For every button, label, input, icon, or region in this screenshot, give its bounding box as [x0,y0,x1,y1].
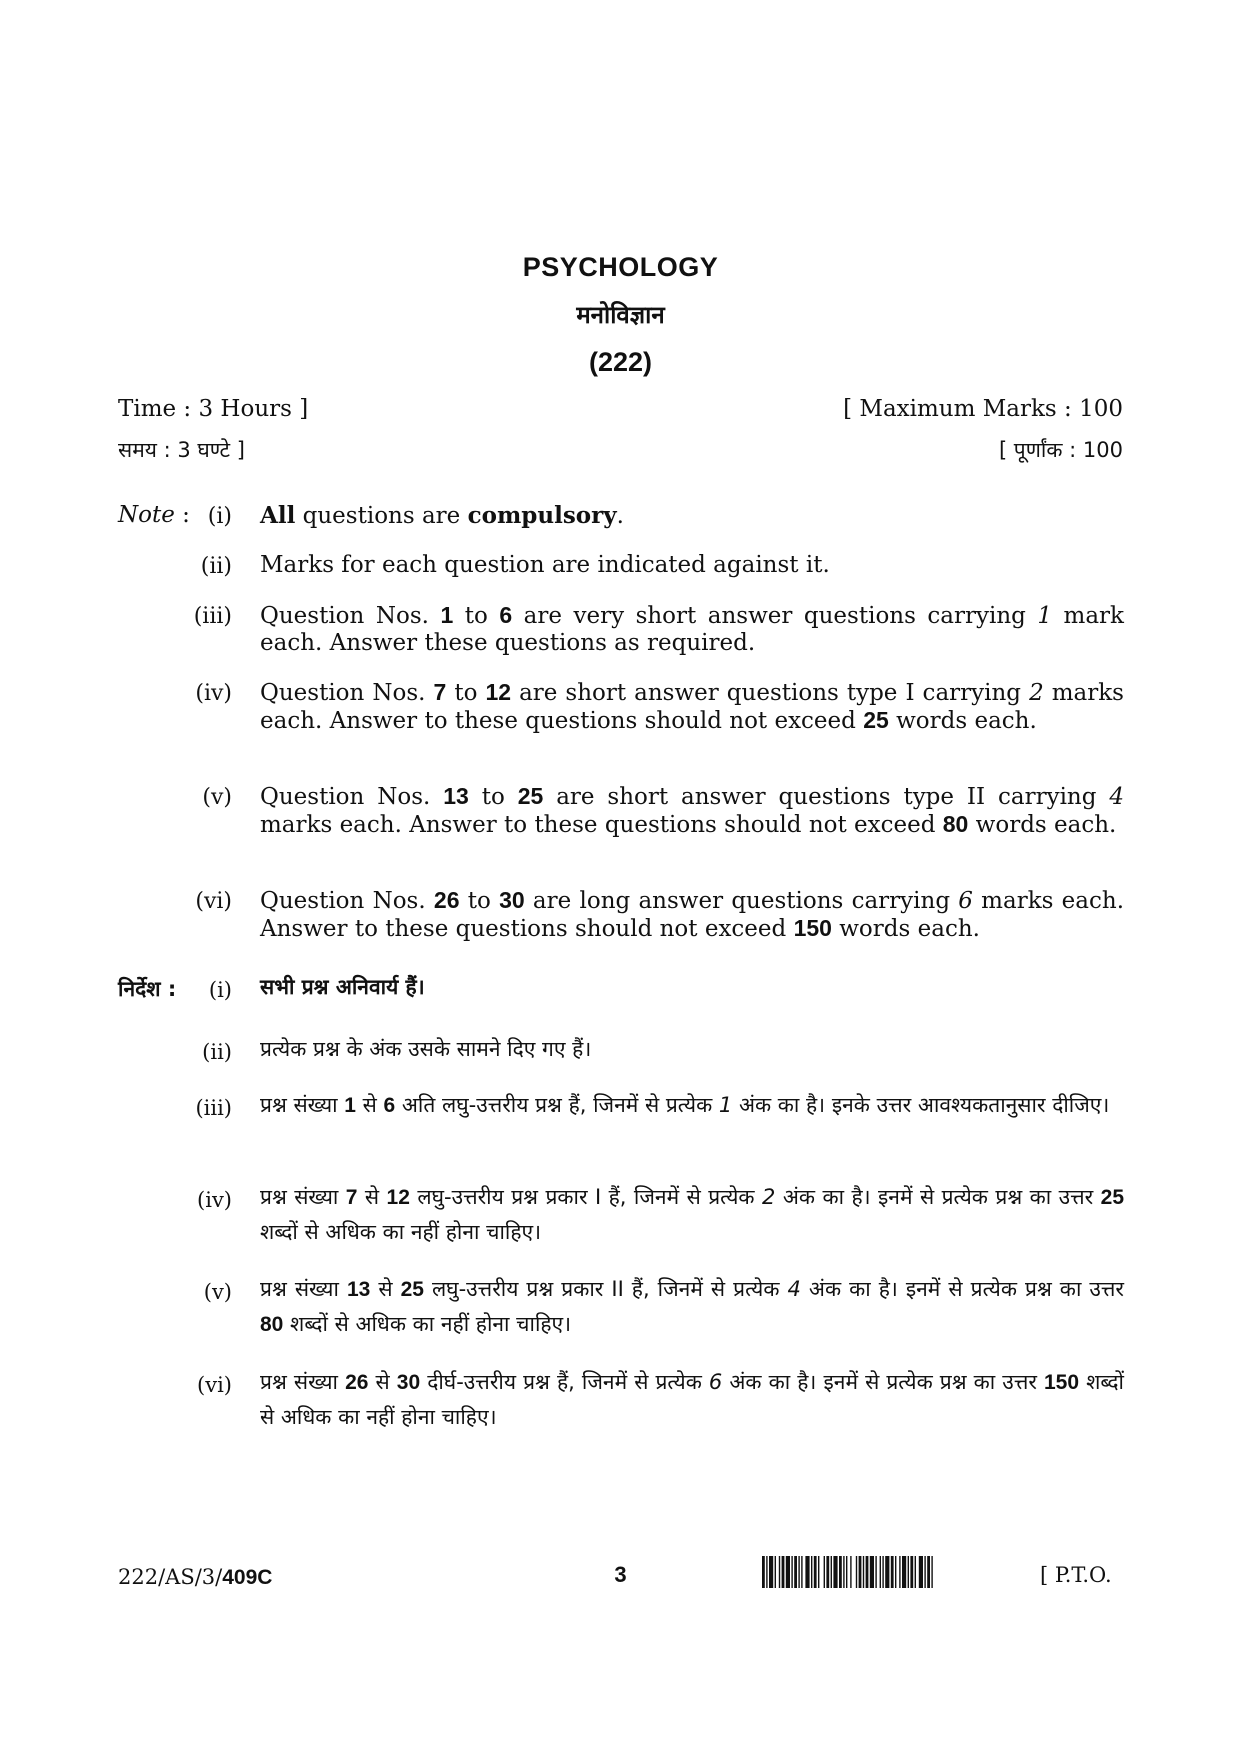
max-marks-english: [ Maximum Marks : 100 [843,396,1123,422]
note-label-text: Note [118,502,175,528]
note-hi-number-5: (v) [203,1280,232,1304]
barcode-bar [791,1556,792,1588]
barcode-bar [779,1556,780,1588]
barcode-icon [762,1556,1024,1588]
barcode-bar [826,1556,829,1588]
barcode-bar [931,1556,932,1588]
note-hi-number-1: (i) [208,978,232,1002]
barcode-bar [766,1556,767,1588]
note-hi-item-1: सभी प्रश्न अनिवार्य हैं। [260,975,425,999]
barcode-bar [794,1556,797,1588]
barcode-bar [895,1556,896,1588]
barcode-bar [885,1556,889,1588]
hindi-note-label: निर्देश : [118,977,177,1001]
barcode-bar [839,1556,842,1588]
barcode-bar [880,1556,881,1588]
barcode-bar [775,1556,776,1588]
note-en-item-3: Question Nos. 1 to 6 are very short answer questions carrying 1 mark each. Answer these questions as required. [260,602,1124,656]
barcode-bar [856,1556,857,1588]
time-hindi: समय : 3 घण्टे ] [118,438,246,462]
barcode-bar [831,1556,832,1588]
subject-title-english: PSYCHOLOGY [522,252,719,282]
barcode-bar [927,1556,930,1588]
note-hi-number-3: (iii) [195,1096,232,1120]
barcode-bar [919,1556,923,1588]
note-hi-item-3: प्रश्न संख्या 1 से 6 अति लघु-उत्तरीय प्रश्न हैं, जिनमें से प्रत्येक 1 अंक का है। इनके उत्तर आवश्यकतानुसार दीजिए। [260,1093,1110,1117]
note-en-number-4: (iv) [195,681,232,706]
barcode-bar [805,1556,809,1588]
barcode-bar [801,1556,802,1588]
barcode-bar [866,1556,869,1588]
note-en-item-4: Question Nos. 7 to 12 are short answer questions type I carrying 2 marks each. Answer to these questions should not exceed 25 words each. [260,679,1124,734]
page-number: 3 [614,1562,627,1587]
note-hi-item-2: प्रत्येक प्रश्न के अंक उसके सामने दिए गए हैं। [260,1037,592,1061]
note-hi-number-4: (iv) [197,1188,232,1212]
barcode-bar [850,1556,851,1588]
note-en-number-1: (i) [207,504,232,529]
barcode-bar [882,1556,883,1588]
barcode-bar [762,1556,765,1588]
barcode-bar [870,1556,874,1588]
barcode-bar [924,1556,925,1588]
barcode-bar [818,1556,819,1588]
barcode-bar [863,1556,864,1588]
subject-title-hindi: मनोविज्ञान [576,301,665,329]
barcode-bar [786,1556,790,1588]
barcode-bar [908,1556,909,1588]
barcode-bar [915,1556,916,1588]
note-en-number-2: (ii) [200,554,232,579]
note-hi-number-2: (ii) [202,1040,232,1064]
time-english: Time : 3 Hours ] [118,396,309,422]
barcode-bar [814,1556,817,1588]
barcode-bar [846,1556,847,1588]
barcode-bar [891,1556,894,1588]
note-hi-item-5: प्रश्न संख्या 13 से 25 लघु-उत्तरीय प्रश्न प्रकार II हैं, जिनमें से प्रत्येक 4 अंक का है। इनमें से प्रत्येक प्रश्न का उत्तर 80 शब्दों से अधिक का नहीं होना चाहिए। [260,1277,1125,1336]
max-marks-hindi: [ पूर्णांक : 100 [998,438,1123,462]
pto-label: [ P.T.O. [1040,1563,1112,1587]
note-hi-item-6: प्रश्न संख्या 26 से 30 दीर्घ-उत्तरीय प्रश्न हैं, जिनमें से प्रत्येक 6 अंक का है। इनमें से प्रत्येक प्रश्न का उत्तर 150 शब्दों से अधिक का नहीं होना चाहिए। [260,1370,1124,1429]
barcode-bar [843,1556,844,1588]
barcode-bar [910,1556,913,1588]
barcode-bar [782,1556,785,1588]
note-en-item-5: Question Nos. 13 to 25 are short answer questions type II carrying 4 marks each. Answer to these questions should not exceed 80 words each. [260,783,1124,838]
paper-code: 222/AS/3/409C [118,1565,273,1589]
barcode-bar [859,1556,862,1588]
barcode-bar [769,1556,773,1588]
note-en-number-3: (iii) [193,604,232,629]
barcode-bar [811,1556,812,1588]
note-en-number-6: (vi) [195,889,232,914]
barcode-bar [824,1556,825,1588]
barcode-bar [902,1556,906,1588]
note-label: Note : [118,502,190,528]
note-hi-item-4: प्रश्न संख्या 7 से 12 लघु-उत्तरीय प्रश्न प्रकार I हैं, जिनमें से प्रत्येक 2 अंक का है। इनमें से प्रत्येक प्रश्न का उत्तर 25 शब्दों से अधिक का नहीं होना चाहिए। [260,1185,1125,1244]
barcode-bar [798,1556,799,1588]
note-en-item-1: All questions are compulsory. [260,502,624,529]
barcode-bar [833,1556,837,1588]
barcode-bar [875,1556,876,1588]
subject-code: (222) [588,347,653,377]
note-en-number-5: (v) [202,785,232,810]
note-en-item-2: Marks for each question are indicated against it. [260,552,830,578]
note-hi-number-6: (vi) [197,1373,232,1397]
barcode-bar [899,1556,900,1588]
note-en-item-6: Question Nos. 26 to 30 are long answer questions carrying 6 marks each. Answer to these questions should not exceed 150 words each. [260,887,1125,942]
